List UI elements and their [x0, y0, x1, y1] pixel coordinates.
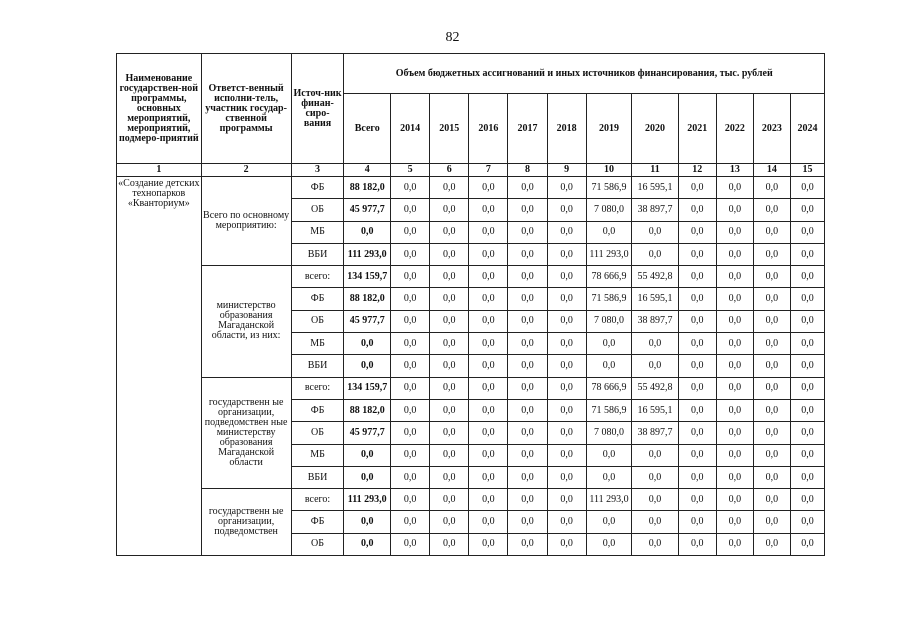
value-cell: 0,0	[753, 377, 790, 399]
value-cell: 0,0	[678, 422, 716, 444]
value-cell: 0,0	[508, 199, 547, 221]
value-cell: 7 080,0	[586, 199, 631, 221]
value-cell: 0,0	[508, 489, 547, 511]
value-cell: 7 080,0	[586, 422, 631, 444]
header-responsible: Ответст-венный исполни-тель, участник государ-ственной программы	[201, 54, 291, 164]
value-cell: 0,0	[716, 266, 753, 288]
table-row	[117, 489, 825, 511]
value-cell: 0,0	[508, 444, 547, 466]
source-cell: МБ	[291, 333, 344, 355]
value-cell: 71 586,9	[586, 399, 631, 421]
header-year-11: 2024	[790, 94, 824, 164]
value-cell: 0,0	[391, 444, 430, 466]
value-cell: 0,0	[632, 511, 679, 533]
value-cell: 0,0	[430, 444, 469, 466]
table-row	[117, 177, 825, 199]
value-cell: 78 666,9	[586, 377, 631, 399]
source-cell: ОБ	[291, 310, 344, 332]
header-year-7: 2020	[632, 94, 679, 164]
value-cell: 0,0	[430, 288, 469, 310]
value-cell: 0,0	[716, 310, 753, 332]
value-cell: 0,0	[391, 422, 430, 444]
value-cell: 0,0	[508, 288, 547, 310]
value-cell: 0,0	[716, 533, 753, 555]
value-cell: 0,0	[790, 466, 824, 488]
total-value-cell: 0,0	[344, 333, 391, 355]
value-cell: 0,0	[632, 355, 679, 377]
value-cell: 0,0	[547, 310, 586, 332]
source-cell: ОБ	[291, 199, 344, 221]
value-cell: 0,0	[469, 444, 508, 466]
value-cell: 0,0	[391, 333, 430, 355]
total-value-cell: 0,0	[344, 511, 391, 533]
total-value-cell: 45 977,7	[344, 310, 391, 332]
value-cell: 0,0	[753, 422, 790, 444]
value-cell: 0,0	[586, 221, 631, 243]
value-cell: 0,0	[716, 288, 753, 310]
column-number: 1	[117, 164, 202, 177]
source-cell: ВБИ	[291, 355, 344, 377]
total-value-cell: 88 182,0	[344, 399, 391, 421]
value-cell: 0,0	[586, 355, 631, 377]
source-cell: ОБ	[291, 422, 344, 444]
column-number: 12	[678, 164, 716, 177]
header-year-4: 2017	[508, 94, 547, 164]
value-cell: 0,0	[790, 489, 824, 511]
value-cell: 0,0	[753, 243, 790, 265]
value-cell: 0,0	[790, 177, 824, 199]
value-cell: 0,0	[678, 199, 716, 221]
value-cell: 0,0	[678, 310, 716, 332]
value-cell: 0,0	[716, 511, 753, 533]
value-cell: 0,0	[586, 333, 631, 355]
value-cell: 0,0	[430, 243, 469, 265]
column-number: 2	[201, 164, 291, 177]
source-cell: ФБ	[291, 511, 344, 533]
value-cell: 0,0	[753, 533, 790, 555]
responsible-cell: министерство образования Магаданской области, из них:	[201, 266, 291, 377]
column-number: 3	[291, 164, 344, 177]
column-number-row	[117, 164, 825, 177]
value-cell: 0,0	[508, 355, 547, 377]
value-cell: 0,0	[678, 243, 716, 265]
value-cell: 0,0	[790, 533, 824, 555]
value-cell: 0,0	[678, 221, 716, 243]
value-cell: 0,0	[430, 489, 469, 511]
value-cell: 0,0	[632, 444, 679, 466]
value-cell: 16 595,1	[632, 177, 679, 199]
value-cell: 0,0	[391, 266, 430, 288]
total-value-cell: 111 293,0	[344, 243, 391, 265]
value-cell: 0,0	[547, 266, 586, 288]
value-cell: 0,0	[469, 422, 508, 444]
value-cell: 0,0	[547, 177, 586, 199]
value-cell: 0,0	[508, 177, 547, 199]
value-cell: 0,0	[391, 399, 430, 421]
value-cell: 0,0	[716, 177, 753, 199]
source-cell: ВБИ	[291, 466, 344, 488]
header-year-2: 2015	[430, 94, 469, 164]
value-cell: 0,0	[391, 177, 430, 199]
value-cell: 0,0	[678, 266, 716, 288]
value-cell: 0,0	[391, 466, 430, 488]
value-cell: 0,0	[753, 333, 790, 355]
column-number: 11	[632, 164, 679, 177]
value-cell: 0,0	[753, 177, 790, 199]
column-number: 4	[344, 164, 391, 177]
column-number: 8	[508, 164, 547, 177]
value-cell: 111 293,0	[586, 243, 631, 265]
value-cell: 0,0	[753, 399, 790, 421]
value-cell: 0,0	[547, 511, 586, 533]
value-cell: 0,0	[678, 444, 716, 466]
value-cell: 0,0	[632, 221, 679, 243]
value-cell: 0,0	[678, 333, 716, 355]
total-value-cell: 0,0	[344, 444, 391, 466]
value-cell: 0,0	[547, 199, 586, 221]
value-cell: 0,0	[716, 466, 753, 488]
value-cell: 7 080,0	[586, 310, 631, 332]
value-cell: 0,0	[508, 221, 547, 243]
value-cell: 0,0	[716, 377, 753, 399]
value-cell: 0,0	[716, 243, 753, 265]
value-cell: 0,0	[586, 466, 631, 488]
header-year-6: 2019	[586, 94, 631, 164]
value-cell: 0,0	[508, 399, 547, 421]
value-cell: 0,0	[469, 199, 508, 221]
value-cell: 0,0	[430, 177, 469, 199]
value-cell: 0,0	[547, 489, 586, 511]
total-value-cell: 88 182,0	[344, 288, 391, 310]
value-cell: 0,0	[753, 266, 790, 288]
value-cell: 0,0	[430, 221, 469, 243]
value-cell: 0,0	[632, 333, 679, 355]
column-number: 13	[716, 164, 753, 177]
value-cell: 0,0	[547, 288, 586, 310]
value-cell: 55 492,8	[632, 377, 679, 399]
value-cell: 0,0	[790, 511, 824, 533]
page-number: 82	[445, 30, 460, 45]
column-number: 9	[547, 164, 586, 177]
header-year-3: 2016	[469, 94, 508, 164]
value-cell: 38 897,7	[632, 310, 679, 332]
source-cell: всего:	[291, 489, 344, 511]
value-cell: 0,0	[508, 243, 547, 265]
header-source: Источ-ник финан-сиро-вания	[291, 54, 344, 164]
value-cell: 0,0	[391, 288, 430, 310]
value-cell: 0,0	[790, 310, 824, 332]
table-row	[117, 377, 825, 399]
value-cell: 0,0	[790, 266, 824, 288]
value-cell: 0,0	[469, 489, 508, 511]
total-value-cell: 0,0	[344, 355, 391, 377]
source-cell: всего:	[291, 377, 344, 399]
column-number: 6	[430, 164, 469, 177]
value-cell: 0,0	[790, 199, 824, 221]
value-cell: 38 897,7	[632, 199, 679, 221]
column-number: 15	[790, 164, 824, 177]
value-cell: 0,0	[753, 221, 790, 243]
value-cell: 0,0	[716, 444, 753, 466]
header-year-9: 2022	[716, 94, 753, 164]
value-cell: 0,0	[469, 333, 508, 355]
value-cell: 0,0	[790, 288, 824, 310]
responsible-cell: государственн ые организации, подведомствен	[201, 489, 291, 556]
value-cell: 0,0	[790, 399, 824, 421]
value-cell: 0,0	[790, 355, 824, 377]
value-cell: 0,0	[716, 199, 753, 221]
value-cell: 0,0	[632, 243, 679, 265]
value-cell: 0,0	[632, 466, 679, 488]
value-cell: 0,0	[430, 466, 469, 488]
value-cell: 0,0	[430, 333, 469, 355]
total-value-cell: 134 159,7	[344, 377, 391, 399]
responsible-cell: государственн ые организации, подведомствен ные министерству образования Магаданской области	[201, 377, 291, 488]
value-cell: 0,0	[678, 533, 716, 555]
value-cell: 0,0	[632, 489, 679, 511]
header-volume-title: Объем бюджетных ассигнований и иных источников финансирования, тыс. рублей	[344, 54, 825, 94]
program-name-cell: «Создание детских технопарков «Кванториум»	[117, 177, 202, 556]
value-cell: 16 595,1	[632, 288, 679, 310]
value-cell: 0,0	[391, 533, 430, 555]
value-cell: 16 595,1	[632, 399, 679, 421]
value-cell: 0,0	[430, 310, 469, 332]
value-cell: 0,0	[632, 533, 679, 555]
value-cell: 0,0	[547, 333, 586, 355]
value-cell: 0,0	[469, 288, 508, 310]
source-cell: МБ	[291, 221, 344, 243]
value-cell: 0,0	[547, 444, 586, 466]
value-cell: 0,0	[547, 243, 586, 265]
value-cell: 0,0	[430, 377, 469, 399]
value-cell: 0,0	[790, 221, 824, 243]
value-cell: 0,0	[508, 266, 547, 288]
table-row	[117, 266, 825, 288]
value-cell: 0,0	[508, 511, 547, 533]
value-cell: 0,0	[430, 511, 469, 533]
value-cell: 0,0	[469, 377, 508, 399]
value-cell: 0,0	[508, 333, 547, 355]
value-cell: 0,0	[716, 489, 753, 511]
total-value-cell: 0,0	[344, 466, 391, 488]
value-cell: 78 666,9	[586, 266, 631, 288]
value-cell: 0,0	[391, 243, 430, 265]
value-cell: 0,0	[508, 422, 547, 444]
column-number: 10	[586, 164, 631, 177]
value-cell: 0,0	[678, 399, 716, 421]
value-cell: 0,0	[391, 489, 430, 511]
value-cell: 0,0	[430, 422, 469, 444]
value-cell: 0,0	[678, 466, 716, 488]
value-cell: 0,0	[430, 266, 469, 288]
value-cell: 0,0	[790, 243, 824, 265]
value-cell: 71 586,9	[586, 177, 631, 199]
value-cell: 0,0	[678, 511, 716, 533]
value-cell: 0,0	[790, 377, 824, 399]
value-cell: 0,0	[469, 310, 508, 332]
value-cell: 0,0	[716, 355, 753, 377]
value-cell: 0,0	[547, 355, 586, 377]
value-cell: 0,0	[469, 533, 508, 555]
value-cell: 0,0	[790, 422, 824, 444]
value-cell: 0,0	[716, 399, 753, 421]
value-cell: 0,0	[586, 444, 631, 466]
total-value-cell: 0,0	[344, 221, 391, 243]
value-cell: 0,0	[430, 199, 469, 221]
value-cell: 0,0	[430, 355, 469, 377]
value-cell: 0,0	[391, 377, 430, 399]
value-cell: 0,0	[391, 310, 430, 332]
total-value-cell: 134 159,7	[344, 266, 391, 288]
value-cell: 111 293,0	[586, 489, 631, 511]
value-cell: 0,0	[508, 466, 547, 488]
value-cell: 0,0	[716, 221, 753, 243]
source-cell: ФБ	[291, 288, 344, 310]
value-cell: 0,0	[469, 355, 508, 377]
value-cell: 0,0	[790, 444, 824, 466]
value-cell: 0,0	[586, 533, 631, 555]
value-cell: 0,0	[391, 221, 430, 243]
value-cell: 0,0	[469, 177, 508, 199]
value-cell: 0,0	[547, 221, 586, 243]
value-cell: 0,0	[678, 377, 716, 399]
value-cell: 0,0	[469, 266, 508, 288]
value-cell: 0,0	[753, 489, 790, 511]
value-cell: 0,0	[508, 533, 547, 555]
value-cell: 38 897,7	[632, 422, 679, 444]
value-cell: 0,0	[547, 466, 586, 488]
value-cell: 0,0	[547, 422, 586, 444]
header-year-1: 2014	[391, 94, 430, 164]
source-cell: ВБИ	[291, 243, 344, 265]
value-cell: 0,0	[716, 422, 753, 444]
source-cell: ФБ	[291, 399, 344, 421]
value-cell: 0,0	[547, 377, 586, 399]
value-cell: 0,0	[430, 533, 469, 555]
value-cell: 0,0	[547, 533, 586, 555]
value-cell: 0,0	[508, 377, 547, 399]
source-cell: всего:	[291, 266, 344, 288]
total-value-cell: 111 293,0	[344, 489, 391, 511]
total-value-cell: 0,0	[344, 533, 391, 555]
value-cell: 0,0	[716, 333, 753, 355]
header-year-5: 2018	[547, 94, 586, 164]
value-cell: 0,0	[753, 444, 790, 466]
value-cell: 0,0	[753, 199, 790, 221]
value-cell: 0,0	[469, 399, 508, 421]
value-cell: 0,0	[790, 333, 824, 355]
value-cell: 0,0	[508, 310, 547, 332]
source-cell: МБ	[291, 444, 344, 466]
value-cell: 0,0	[753, 310, 790, 332]
column-number: 7	[469, 164, 508, 177]
source-cell: ОБ	[291, 533, 344, 555]
value-cell: 0,0	[753, 355, 790, 377]
value-cell: 55 492,8	[632, 266, 679, 288]
value-cell: 0,0	[678, 177, 716, 199]
source-cell: ФБ	[291, 177, 344, 199]
total-value-cell: 45 977,7	[344, 422, 391, 444]
value-cell: 0,0	[547, 399, 586, 421]
value-cell: 0,0	[391, 199, 430, 221]
column-number: 5	[391, 164, 430, 177]
total-value-cell: 45 977,7	[344, 199, 391, 221]
responsible-cell: Всего по основному мероприятию:	[201, 177, 291, 266]
value-cell: 0,0	[678, 489, 716, 511]
header-year-8: 2021	[678, 94, 716, 164]
value-cell: 0,0	[586, 511, 631, 533]
column-number: 14	[753, 164, 790, 177]
value-cell: 0,0	[469, 221, 508, 243]
value-cell: 0,0	[430, 399, 469, 421]
value-cell: 0,0	[469, 243, 508, 265]
value-cell: 0,0	[678, 355, 716, 377]
value-cell: 0,0	[678, 288, 716, 310]
value-cell: 0,0	[391, 355, 430, 377]
value-cell: 0,0	[753, 288, 790, 310]
value-cell: 0,0	[391, 511, 430, 533]
total-value-cell: 88 182,0	[344, 177, 391, 199]
value-cell: 0,0	[469, 511, 508, 533]
header-year-10: 2023	[753, 94, 790, 164]
value-cell: 0,0	[753, 511, 790, 533]
header-year-0: Всего	[344, 94, 391, 164]
value-cell: 71 586,9	[586, 288, 631, 310]
value-cell: 0,0	[753, 466, 790, 488]
header-program-name: Наименование государствен-ной программы, основных мероприятий, мероприятий, подмеро-приятий	[117, 54, 202, 164]
value-cell: 0,0	[469, 466, 508, 488]
budget-table	[116, 53, 825, 556]
